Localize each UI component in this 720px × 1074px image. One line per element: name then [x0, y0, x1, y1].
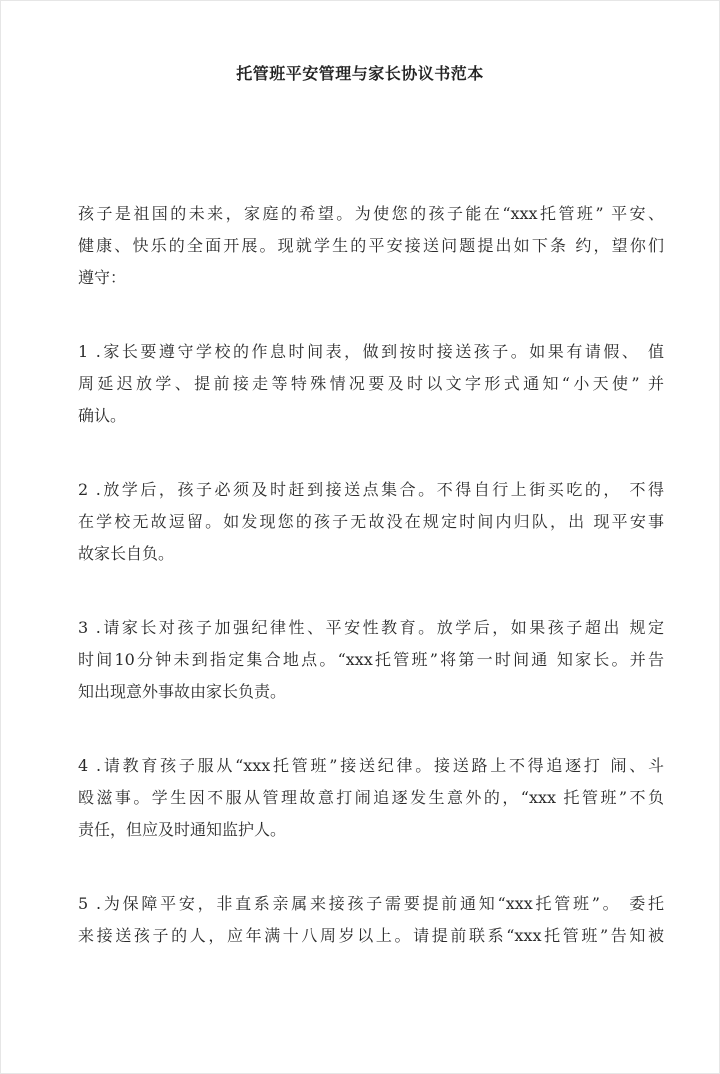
paragraph-line: 1 .家长要遵守学校的作息时间表，做到按时接送孩子。如果有请假、 值	[78, 342, 664, 361]
paragraph-line: 周延迟放学、提前接走等特殊情况要及时以文字形式通知“小天使” 并	[78, 374, 664, 393]
paragraph-line: 确认。	[78, 406, 127, 425]
paragraph-line: 5 .为保障平安，非直系亲属来接孩子需要提前通知“xxx托管班”。 委托	[78, 894, 664, 913]
paragraph-line: 知出现意外事故由家长负责。	[78, 682, 287, 701]
paragraph-line: 殴滋事。学生因不服从管理故意打闹追逐发生意外的，“xxx 托管班”不负	[78, 788, 664, 807]
paragraph-item-2	[78, 474, 664, 570]
paragraph-line: 来接送孩子的人，应年满十八周岁以上。请提前联系“xxx托管班”告知被	[78, 926, 664, 945]
paragraph-item-5	[78, 888, 664, 952]
paragraph-line: 故家长自负。	[78, 544, 175, 563]
paragraph-line: 4 .请教育孩子服从“xxx托管班”接送纪律。接送路上不得追逐打 闹、斗	[78, 756, 664, 775]
paragraph-item-1	[78, 336, 664, 432]
paragraph-line: 遵守：	[78, 268, 127, 287]
paragraph-item-4	[78, 750, 664, 846]
paragraph-line: 3 .请家长对孩子加强纪律性、平安性教育。放学后，如果孩子超出 规定	[78, 618, 664, 637]
paragraph-line: 责任，但应及时通知监护人。	[78, 820, 287, 839]
paragraph-intro	[78, 198, 664, 294]
paragraph-line: 健康、快乐的全面开展。现就学生的平安接送问题提出如下条 约，望你们	[78, 236, 664, 255]
document-body	[78, 198, 664, 994]
paragraph-line: 孩子是祖国的未来，家庭的希望。为使您的孩子能在“xxx托管班” 平安、	[78, 204, 664, 223]
paragraph-line: 2 .放学后，孩子必须及时赶到接送点集合。不得自行上街买吃的， 不得	[78, 480, 664, 499]
paragraph-line: 时间10分钟未到指定集合地点。“xxx托管班”将第一时间通 知家长。并告	[78, 650, 664, 669]
paragraph-item-3	[78, 612, 664, 708]
paragraph-line: 在学校无故逗留。如发现您的孩子无故没在规定时间内归队，出 现平安事	[78, 512, 664, 531]
document-title: 托管班平安管理与家长协议书范本	[236, 64, 484, 83]
